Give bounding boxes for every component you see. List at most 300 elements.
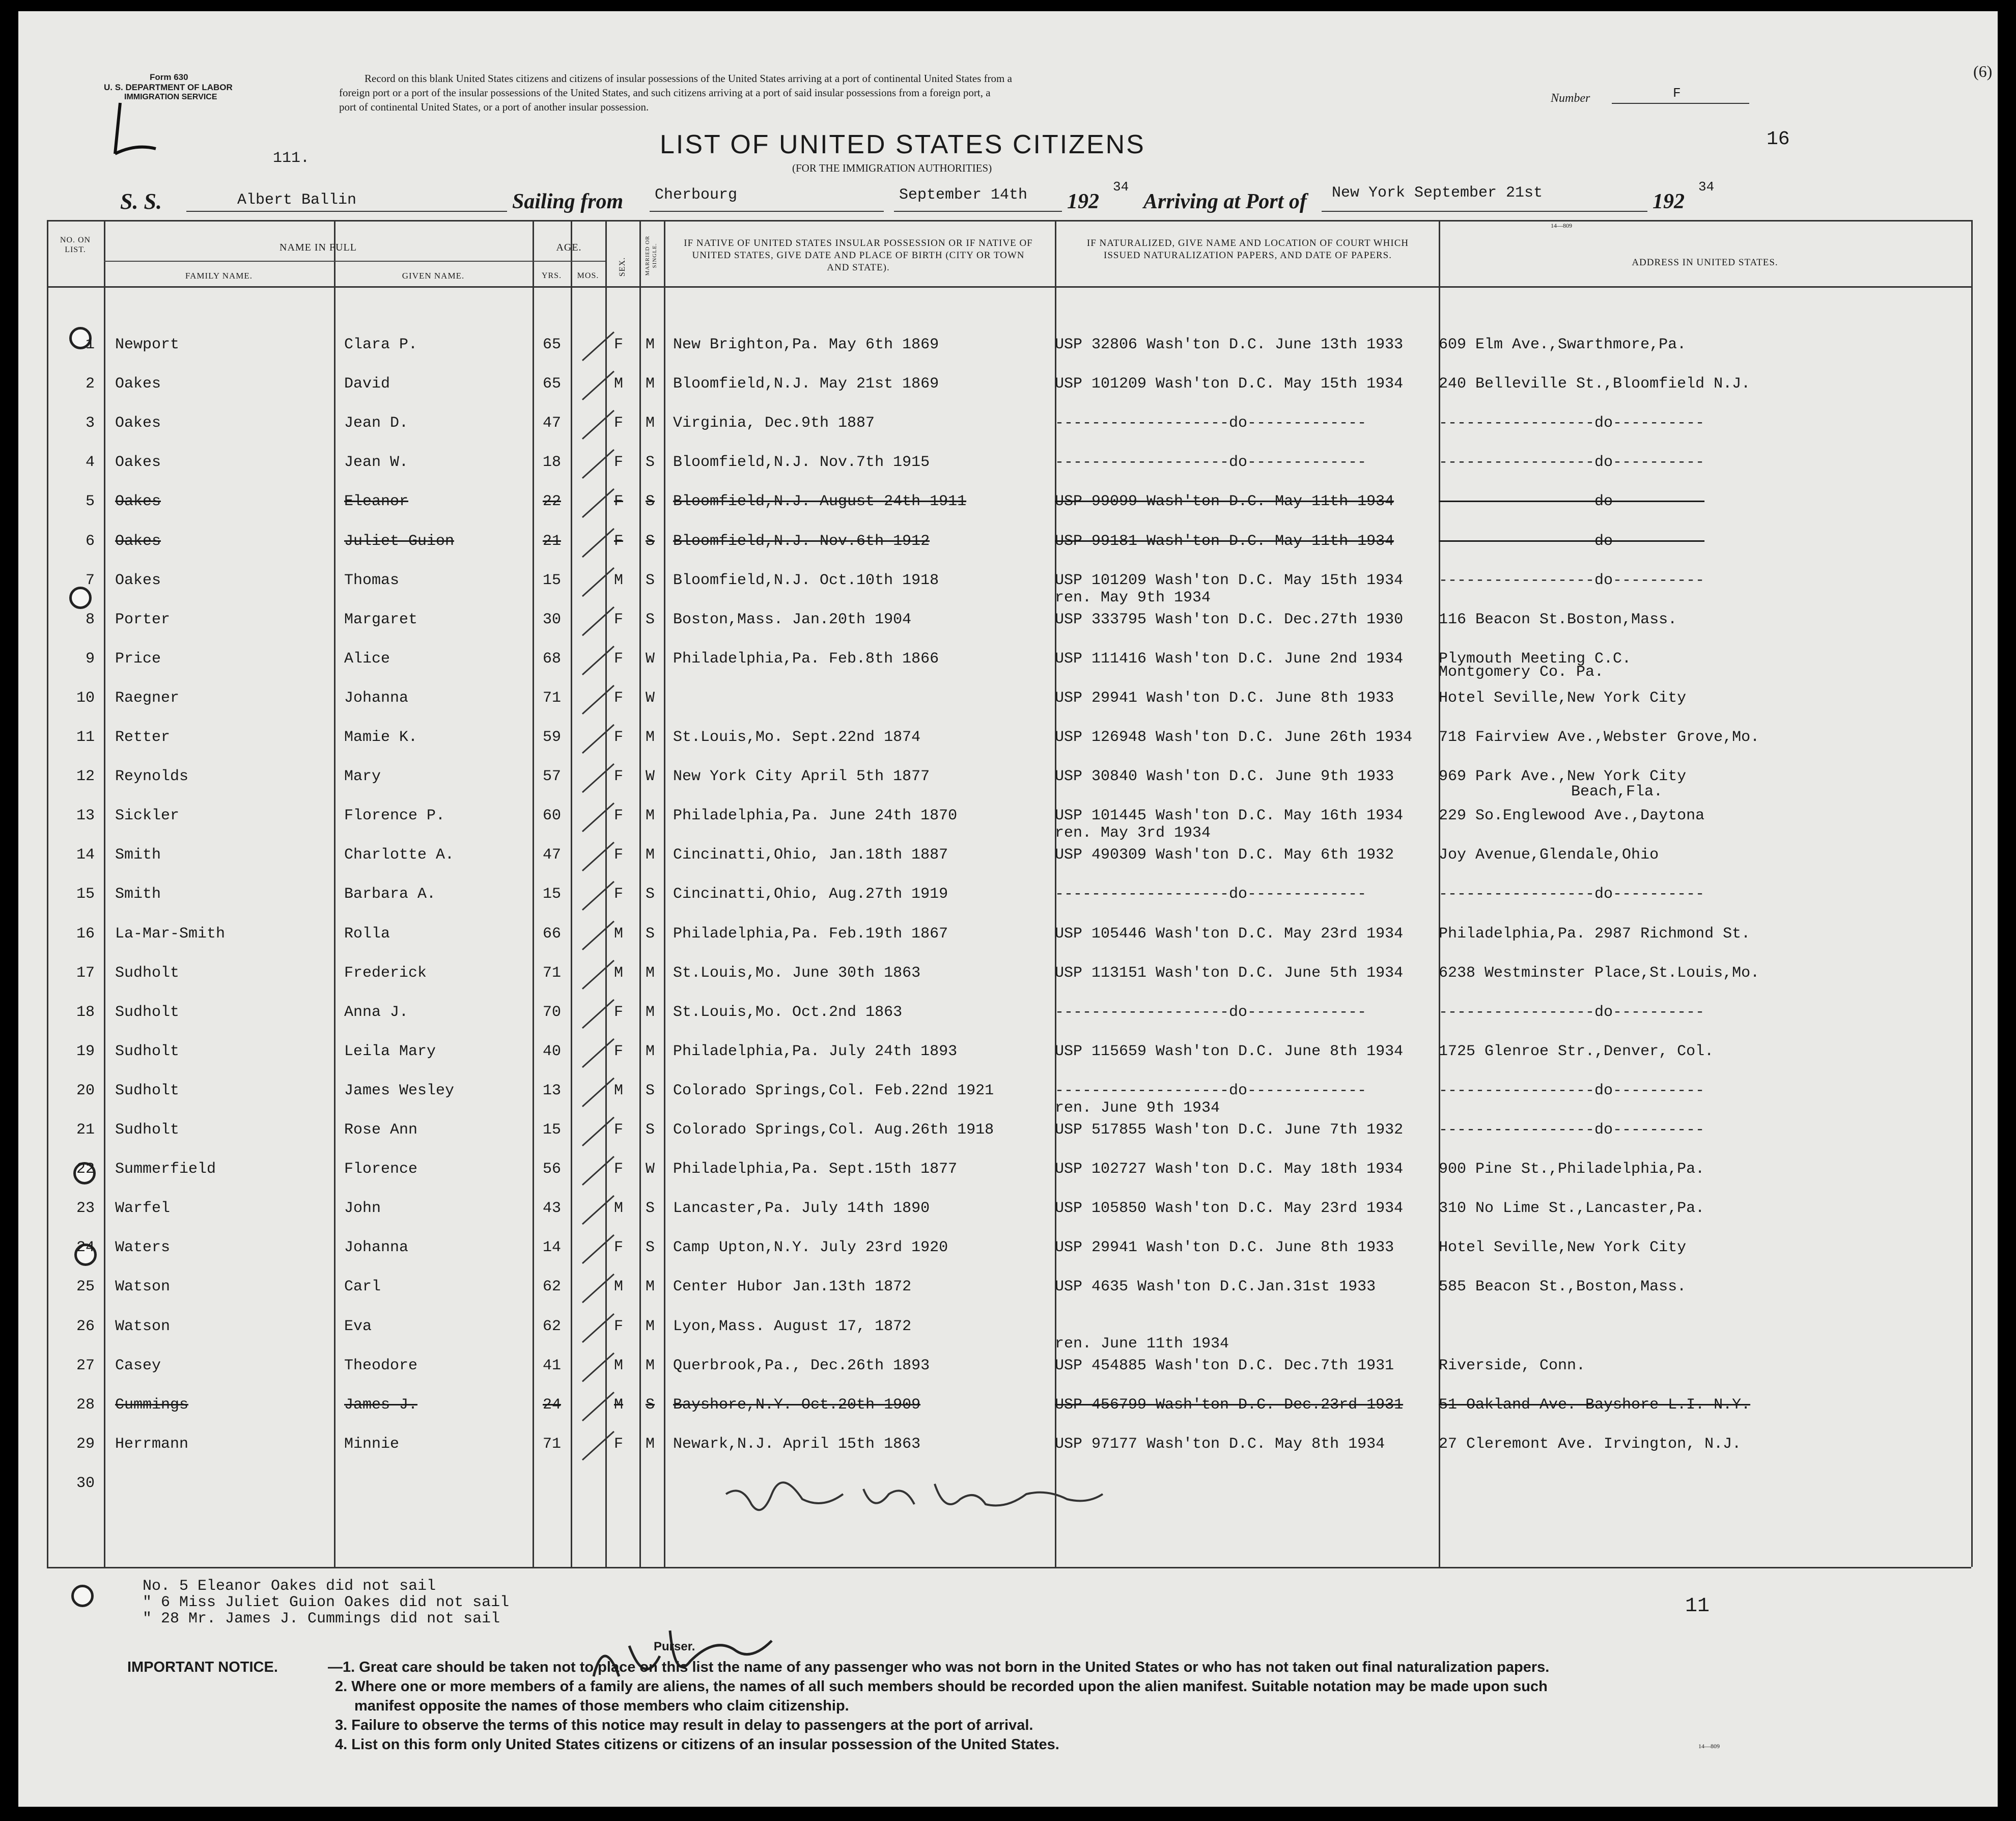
check-tick	[578, 997, 619, 1032]
list-number: 111.	[273, 150, 310, 167]
age-years: 57	[543, 768, 562, 786]
ship-underline	[186, 211, 507, 212]
given-name: John	[344, 1200, 381, 1218]
naturalization-renewal-note: ren. May 9th 1934	[1055, 589, 1211, 606]
handwritten-signature	[721, 1474, 1108, 1530]
naturalization-papers: -------------------do-------------	[1055, 415, 1367, 432]
list-no: 22	[76, 1161, 95, 1178]
family-name: Newport	[115, 336, 180, 353]
list-no: 5	[85, 493, 95, 511]
check-tick	[578, 329, 619, 365]
family-name: Porter	[115, 611, 171, 628]
birth-place-date: Philadelphia,Pa. Feb.19th 1867	[673, 925, 948, 943]
age-years: 62	[543, 1278, 562, 1296]
naturalization-papers: USP 456799 Wash'ton D.C. Dec.23rd 1931	[1055, 1396, 1404, 1414]
sex: F	[614, 1042, 624, 1060]
sailing-date: September 14th	[899, 186, 1028, 204]
table-row	[18, 1230, 1998, 1269]
age-subheader-rule	[533, 261, 605, 262]
sex: F	[614, 1121, 624, 1139]
birth-place-date: Virginia, Dec.9th 1887	[673, 415, 875, 432]
table-row	[18, 876, 1998, 916]
family-name: Watson	[115, 1317, 171, 1335]
marital-status: W	[646, 1161, 655, 1178]
list-no: 3	[85, 415, 95, 432]
sailing-label: Sailing from	[512, 190, 624, 213]
birth-place-date: Philadelphia,Pa. July 24th 1893	[673, 1042, 958, 1060]
col-header-family: FAMILY NAME.	[185, 271, 253, 281]
family-name: Summerfield	[115, 1161, 216, 1178]
family-name: Casey	[115, 1357, 161, 1374]
list-no: 24	[76, 1239, 95, 1257]
table-row	[18, 1269, 1998, 1308]
marital-status: M	[646, 846, 655, 864]
sex: F	[614, 768, 624, 786]
us-address: 229 So.Englewood Ave.,Daytona	[1439, 807, 1705, 825]
us-address: Hotel Seville,New York City	[1439, 689, 1687, 707]
check-tick	[578, 643, 619, 679]
family-name: Retter	[115, 729, 171, 746]
naturalization-renewal-note: ren. June 11th 1934	[1055, 1335, 1229, 1353]
age-years: 15	[543, 1121, 562, 1139]
list-no: 17	[76, 964, 95, 982]
sex: F	[614, 1003, 624, 1021]
us-address: 969 Park Ave.,New York City	[1439, 768, 1687, 786]
age-years: 59	[543, 729, 562, 746]
check-tick	[578, 839, 619, 875]
col-header-mos: MOS.	[577, 271, 599, 280]
list-no: 16	[76, 925, 95, 943]
table-row	[18, 602, 1998, 641]
table-row	[18, 916, 1998, 955]
footer-note-1: No. 5 Eleanor Oakes did not sail	[143, 1578, 436, 1595]
naturalization-papers: -------------------do-------------	[1055, 454, 1367, 472]
binder-hole	[71, 1585, 94, 1607]
birth-place-date: Philadelphia,Pa. Feb.8th 1866	[673, 650, 939, 668]
col-header-married: MARRIED OR SINGLE.	[645, 235, 658, 276]
naturalization-renewal-note: ren. June 9th 1934	[1055, 1099, 1220, 1117]
birth-place-date: Cincinatti,Ohio, Jan.18th 1887	[673, 846, 948, 864]
list-no: 13	[76, 807, 95, 825]
check-tick	[578, 1153, 619, 1189]
list-no: 8	[85, 611, 95, 628]
given-name: Eleanor	[344, 493, 409, 511]
given-name: Jean W.	[344, 454, 409, 472]
naturalization-papers: USP 101209 Wash'ton D.C. May 15th 1934	[1055, 375, 1404, 393]
family-name: Smith	[115, 846, 161, 864]
naturalization-papers: USP 102727 Wash'ton D.C. May 18th 1934	[1055, 1161, 1404, 1178]
col-header-sex: SEX.	[618, 257, 627, 277]
table-row	[18, 1112, 1998, 1151]
family-name: Sudholt	[115, 1082, 180, 1099]
notice-item-3: 3. Failure to observe the terms of this notice may result in delay to passengers at the port of arrival.	[335, 1717, 1033, 1733]
naturalization-papers: USP 454885 Wash'ton D.C. Dec.7th 1931	[1055, 1357, 1394, 1374]
marital-status: S	[646, 1396, 655, 1414]
age-years: 47	[543, 846, 562, 864]
check-tick	[578, 486, 619, 521]
table-row	[18, 1348, 1998, 1387]
family-name: Raegner	[115, 689, 180, 707]
manifest-sheet	[18, 11, 1998, 1807]
us-address: 585 Beacon St.,Boston,Mass.	[1439, 1278, 1687, 1296]
birth-place-date: Querbrook,Pa., Dec.26th 1893	[673, 1357, 930, 1374]
sheet-number: 11	[1685, 1595, 1710, 1618]
year-suffix-2: 34	[1698, 179, 1715, 195]
instruction-line-2: foreign port or a port of the insular possessions of the United States, and such citizens arriving at a port of said insular possessions from a foreign port, a	[339, 87, 991, 99]
us-address: -----------------do----------	[1439, 1121, 1705, 1139]
table-row	[18, 484, 1998, 523]
table-row	[18, 563, 1998, 606]
marital-status: W	[646, 689, 655, 707]
marital-status: M	[646, 1278, 655, 1296]
age-years: 65	[543, 336, 562, 353]
check-tick	[578, 1428, 619, 1464]
table-row	[18, 641, 1998, 680]
sex: F	[614, 611, 624, 628]
family-name: La-Mar-Smith	[115, 925, 226, 943]
service: IMMIGRATION SERVICE	[124, 93, 217, 101]
instruction-line-1: Record on this blank United States citizens and citizens of insular possessions of the United States arriving at a port of continental United States from a	[365, 72, 1012, 85]
sex: M	[614, 1357, 624, 1374]
us-address: 609 Elm Ave.,Swarthmore,Pa.	[1439, 336, 1687, 353]
sex: F	[614, 729, 624, 746]
given-name: Alice	[344, 650, 390, 668]
marital-status: M	[646, 807, 655, 825]
age-years: 65	[543, 375, 562, 393]
us-address-line-2: Beach,Fla.	[1571, 783, 1663, 801]
list-no: 2	[85, 375, 95, 393]
birth-place-date: New York City April 5th 1877	[673, 768, 930, 786]
col-header-no: NO. ON LIST.	[60, 236, 91, 254]
check-tick	[578, 800, 619, 836]
naturalization-renewal-note: ren. May 3rd 1934	[1055, 824, 1211, 842]
family-name: Sickler	[115, 807, 180, 825]
marital-status: W	[646, 768, 655, 786]
col-header-age: AGE.	[556, 242, 582, 253]
col-header-yrs: YRS.	[541, 271, 562, 280]
given-name: Florence	[344, 1161, 418, 1178]
check-tick	[578, 604, 619, 640]
us-address: -----------------do----------	[1439, 493, 1705, 511]
family-name: Sudholt	[115, 1003, 180, 1021]
date-underline	[894, 211, 1062, 212]
age-years: 21	[543, 532, 562, 550]
table-row	[18, 1191, 1998, 1230]
check-tick	[578, 957, 619, 993]
table-row	[18, 798, 1998, 842]
check-tick	[578, 722, 619, 757]
voyage-print-code: 14—809	[1551, 222, 1572, 229]
ship-name: Albert Ballin	[237, 191, 357, 209]
sex: F	[614, 1239, 624, 1257]
table-row	[18, 327, 1998, 366]
sex: M	[614, 375, 624, 393]
us-address: Plymouth Meeting C.C.	[1439, 650, 1632, 668]
birth-place-date: New Brighton,Pa. May 6th 1869	[673, 336, 939, 353]
age-years: 15	[543, 886, 562, 903]
check-tick	[578, 878, 619, 914]
naturalization-papers: USP 97177 Wash'ton D.C. May 8th 1934	[1055, 1435, 1385, 1453]
us-address: 116 Beacon St.Boston,Mass.	[1439, 611, 1677, 628]
us-address: -----------------do----------	[1439, 415, 1705, 432]
us-address: 240 Belleville St.,Bloomfield N.J.	[1439, 375, 1751, 393]
list-no: 11	[76, 729, 95, 746]
family-name: Herrmann	[115, 1435, 189, 1453]
sex: M	[614, 1082, 624, 1099]
notice-item-2: 2. Where one or more members of a family are aliens, the names of all such members should be recorded upon the alien manifest. Suitable notation may be made upon such	[335, 1678, 1548, 1695]
notice-item-2-cont: manifest opposite the names of those members who claim citizenship.	[354, 1698, 849, 1714]
col-header-given: GIVEN NAME.	[402, 271, 465, 281]
year-suffix-1: 34	[1113, 179, 1129, 195]
list-no: 27	[76, 1357, 95, 1374]
sex: F	[614, 336, 624, 353]
sex: F	[614, 454, 624, 472]
birth-place-date: Camp Upton,N.Y. July 23rd 1920	[673, 1239, 948, 1257]
given-name: Rose Ann	[344, 1121, 418, 1139]
table-row	[18, 955, 1998, 995]
given-name: Frederick	[344, 964, 427, 982]
age-years: 22	[543, 493, 562, 511]
us-address: -----------------do----------	[1439, 1003, 1705, 1021]
sex: F	[614, 493, 624, 511]
family-name: Oakes	[115, 415, 161, 432]
given-name: Charlotte A.	[344, 846, 455, 864]
table-row	[18, 1387, 1998, 1426]
family-name: Oakes	[115, 532, 161, 550]
us-address: -----------------do----------	[1439, 571, 1705, 589]
birth-place-date: Cincinatti,Ohio, Aug.27th 1919	[673, 886, 948, 903]
marital-status: S	[646, 1200, 655, 1218]
col-header-address: ADDRESS IN UNITED STATES.	[1632, 257, 1778, 268]
age-years: 56	[543, 1161, 562, 1178]
notice-heading: IMPORTANT NOTICE.	[127, 1659, 278, 1675]
birth-place-date: Colorado Springs,Col. Aug.26th 1918	[673, 1121, 994, 1139]
marital-status: S	[646, 611, 655, 628]
family-name: Oakes	[115, 454, 161, 472]
check-tick	[578, 407, 619, 443]
margin-note: (6)	[1973, 62, 1993, 80]
given-name: Johanna	[344, 689, 409, 707]
given-name: Rolla	[344, 925, 390, 943]
given-name: Clara P.	[344, 336, 418, 353]
table-row	[18, 405, 1998, 445]
naturalization-papers: -------------------do-------------	[1055, 1082, 1367, 1099]
age-years: 24	[543, 1396, 562, 1414]
age-years: 68	[543, 650, 562, 668]
marital-status: S	[646, 1121, 655, 1139]
check-tick	[578, 368, 619, 404]
marital-status: S	[646, 454, 655, 472]
table-row	[18, 759, 1998, 801]
birth-place-date: St.Louis,Mo. Oct.2nd 1863	[673, 1003, 903, 1021]
check-tick	[578, 1114, 619, 1150]
given-name: James J.	[344, 1396, 418, 1414]
naturalization-papers: USP 29941 Wash'ton D.C. June 8th 1933	[1055, 1239, 1394, 1257]
list-no: 6	[85, 532, 95, 550]
marital-status: M	[646, 1357, 655, 1374]
us-address: -----------------do----------	[1439, 532, 1705, 550]
family-name: Smith	[115, 886, 161, 903]
given-name: Minnie	[344, 1435, 400, 1453]
us-address: -----------------do----------	[1439, 1082, 1705, 1099]
age-years: 62	[543, 1317, 562, 1335]
list-no: 28	[76, 1396, 95, 1414]
age-years: 13	[543, 1082, 562, 1099]
list-no: 1	[85, 336, 95, 353]
sex: F	[614, 1161, 624, 1178]
table-header-border	[47, 286, 1971, 288]
naturalization-papers: USP 333795 Wash'ton D.C. Dec.27th 1930	[1055, 611, 1404, 628]
birth-place-date: Boston,Mass. Jan.20th 1904	[673, 611, 912, 628]
table-row	[18, 445, 1998, 484]
table-row	[18, 837, 1998, 876]
year-prefix-2: 192	[1653, 190, 1685, 213]
family-name: Price	[115, 650, 161, 668]
marital-status: M	[646, 1317, 655, 1335]
marital-status: M	[646, 729, 655, 746]
naturalization-papers: USP 517855 Wash'ton D.C. June 7th 1932	[1055, 1121, 1404, 1139]
form-id: Form 630	[150, 72, 188, 82]
purser-label: Purser.	[654, 1640, 695, 1653]
birth-place-date: Lancaster,Pa. July 14th 1890	[673, 1200, 930, 1218]
list-no: 9	[85, 650, 95, 668]
marital-status: S	[646, 571, 655, 589]
list-no: 30	[76, 1474, 95, 1492]
check-tick	[578, 565, 619, 600]
sex: F	[614, 689, 624, 707]
list-no: 18	[76, 1003, 95, 1021]
list-no: 15	[76, 886, 95, 903]
check-tick	[578, 526, 619, 561]
marital-status: W	[646, 650, 655, 668]
family-name: Oakes	[115, 571, 161, 589]
family-name: Waters	[115, 1239, 171, 1257]
given-name: Johanna	[344, 1239, 409, 1257]
check-tick	[578, 761, 619, 796]
family-name: Oakes	[115, 375, 161, 393]
table-row	[18, 1426, 1998, 1466]
col-header-naturalized: IF NATURALIZED, GIVE NAME AND LOCATION OF COURT WHICH ISSUED NATURALIZATION PAPERS, AND DATE OF PAPERS.	[1086, 238, 1409, 261]
naturalization-papers: USP 30840 Wash'ton D.C. June 9th 1933	[1055, 768, 1394, 786]
family-name: Reynolds	[115, 768, 189, 786]
us-address: Riverside, Conn.	[1439, 1357, 1586, 1374]
birth-place-date: Philadelphia,Pa. June 24th 1870	[673, 807, 958, 825]
us-address-line-2: Montgomery Co. Pa.	[1439, 663, 1604, 681]
age-years: 43	[543, 1200, 562, 1218]
naturalization-papers: -------------------do-------------	[1055, 886, 1367, 903]
port-underline	[1322, 211, 1647, 212]
instruction-line-3: port of continental United States, or a port of another insular possession.	[339, 101, 649, 113]
check-tick	[578, 682, 619, 718]
marital-status: M	[646, 1435, 655, 1453]
handwritten-mark	[95, 88, 161, 164]
sex: M	[614, 1278, 624, 1296]
age-years: 47	[543, 415, 562, 432]
given-name: Carl	[344, 1278, 381, 1296]
sex: F	[614, 532, 624, 550]
check-tick	[578, 1193, 619, 1228]
family-name: Sudholt	[115, 1042, 180, 1060]
footer-note-3: " 28 Mr. James J. Cummings did not sail	[143, 1610, 500, 1627]
naturalization-papers: USP 101209 Wash'ton D.C. May 15th 1934	[1055, 571, 1404, 589]
check-tick	[578, 1389, 619, 1425]
number-label: Number	[1551, 92, 1590, 105]
age-years: 71	[543, 964, 562, 982]
marital-status: M	[646, 1042, 655, 1060]
list-no: 23	[76, 1200, 95, 1218]
list-no: 7	[85, 571, 95, 589]
list-no: 25	[76, 1278, 95, 1296]
marital-status: S	[646, 925, 655, 943]
sailing-from: Cherbourg	[655, 186, 738, 204]
check-tick	[578, 918, 619, 954]
table-row	[18, 523, 1998, 563]
age-years: 60	[543, 807, 562, 825]
age-years: 71	[543, 1435, 562, 1453]
footer-note-2: " 6 Miss Juliet Guion Oakes did not sail	[143, 1594, 510, 1611]
marital-status: M	[646, 375, 655, 393]
age-years: 14	[543, 1239, 562, 1257]
list-no: 10	[76, 689, 95, 707]
sex: F	[614, 415, 624, 432]
given-name: Leila Mary	[344, 1042, 436, 1060]
age-years: 41	[543, 1357, 562, 1374]
marital-status: M	[646, 964, 655, 982]
marital-status: S	[646, 1082, 655, 1099]
birth-place-date: Lyon,Mass. August 17, 1872	[673, 1317, 912, 1335]
age-years: 15	[543, 571, 562, 589]
family-name: Cummings	[115, 1396, 189, 1414]
sex: M	[614, 1200, 624, 1218]
marital-status: S	[646, 1239, 655, 1257]
sex: M	[614, 925, 624, 943]
us-address: 310 No Lime St.,Lancaster,Pa.	[1439, 1200, 1705, 1218]
page-title: LIST OF UNITED STATES CITIZENS	[660, 130, 1145, 159]
given-name: Mamie K.	[344, 729, 418, 746]
list-no: 19	[76, 1042, 95, 1060]
list-no: 12	[76, 768, 95, 786]
table-bottom-border	[47, 1567, 1971, 1568]
page-number: 16	[1767, 128, 1790, 150]
marital-status: S	[646, 532, 655, 550]
ss-label: S. S.	[120, 189, 162, 214]
table-row	[18, 720, 1998, 759]
us-address: 900 Pine St.,Philadelphia,Pa.	[1439, 1161, 1705, 1178]
birth-place-date: Bloomfield,N.J. Nov.7th 1915	[673, 454, 930, 472]
naturalization-papers: USP 101445 Wash'ton D.C. May 16th 1934	[1055, 807, 1404, 825]
table-row	[18, 1073, 1998, 1117]
age-years: 70	[543, 1003, 562, 1021]
given-name: Mary	[344, 768, 381, 786]
birth-place-date: Colorado Springs,Col. Feb.22nd 1921	[673, 1082, 994, 1099]
family-name: Sudholt	[115, 964, 180, 982]
us-address: 51 Oakland Ave. Bayshore L.I. N.Y.	[1439, 1396, 1751, 1414]
us-address: Philadelphia,Pa. 2987 Richmond St.	[1439, 925, 1751, 943]
us-address: Joy Avenue,Glendale,Ohio	[1439, 846, 1659, 864]
us-address: 6238 Westminster Place,St.Louis,Mo.	[1439, 964, 1760, 982]
birth-place-date: Center Hubor Jan.13th 1872	[673, 1278, 912, 1296]
notice-item-1: —1. Great care should be taken not to place on this list the name of any passenger who was not born in the United States or who has not taken out final naturalization papers.	[328, 1659, 1550, 1675]
sex: M	[614, 964, 624, 982]
birth-place-date: Bayshore,N.Y. Oct.20th 1909	[673, 1396, 921, 1414]
number-underline	[1612, 103, 1749, 104]
list-no: 21	[76, 1121, 95, 1139]
given-name: James Wesley	[344, 1082, 455, 1099]
given-name: Jean D.	[344, 415, 409, 432]
sex: F	[614, 807, 624, 825]
marital-status: M	[646, 1003, 655, 1021]
naturalization-papers: -------------------do-------------	[1055, 1003, 1367, 1021]
